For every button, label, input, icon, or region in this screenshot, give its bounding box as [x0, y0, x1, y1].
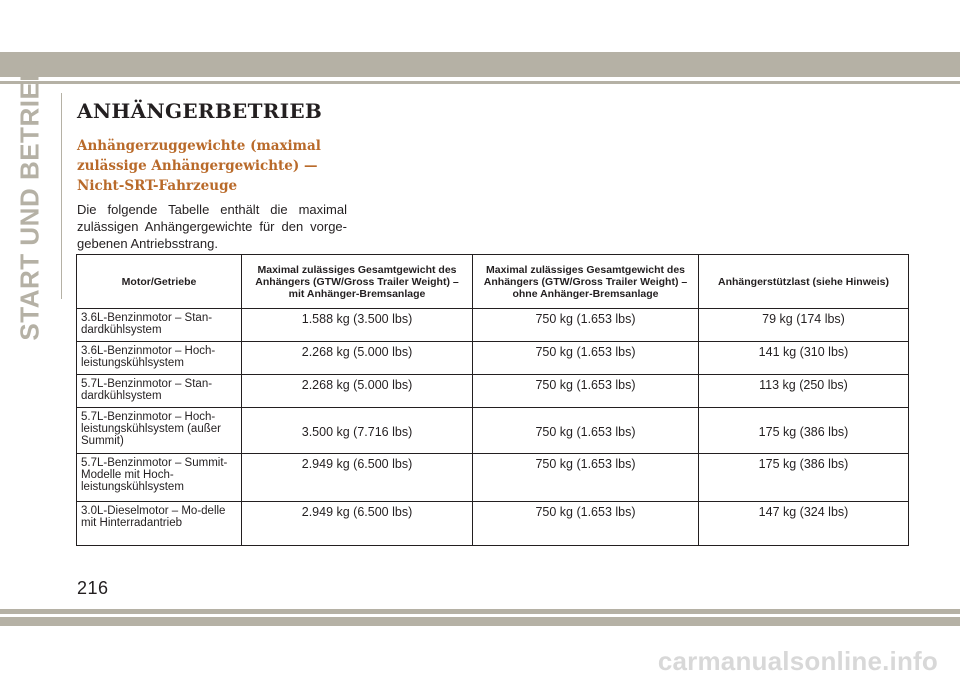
table-header-row — [77, 255, 909, 309]
page-title: ANHÄNGERBETRIEB — [77, 99, 323, 123]
cell-gtw-without-brakes: 750 kg (1.653 lbs) — [473, 408, 699, 454]
header-tongue-weight: Anhängerstützlast (siehe Hinweis) — [699, 255, 909, 309]
side-divider — [61, 93, 62, 299]
intro-paragraph: Die folgende Tabelle enthält die maximal zulässigen Anhängergewichte für den vorge-gebenen Antriebsstrang. — [77, 202, 347, 251]
cell-gtw-without-brakes: 750 kg (1.653 lbs) — [473, 342, 699, 375]
header-gtw-with-brakes: Maximal zulässiges Gesamtgewicht des Anhängers (GTW/Gross Trailer Weight) – mit Anhänger-Bremsanlage — [242, 255, 473, 309]
table-row — [77, 309, 909, 342]
cell-gtw-with-brakes: 2.949 kg (6.500 lbs) — [242, 454, 473, 502]
cell-gtw-with-brakes: 1.588 kg (3.500 lbs) — [242, 309, 473, 342]
table-row — [77, 375, 909, 408]
cell-engine: 3.6L-Benzinmotor – Hoch-leistungskühlsystem — [77, 342, 242, 375]
watermark-text: carmanualsonline.info — [657, 646, 938, 676]
cell-tongue-weight: 175 kg (386 lbs) — [699, 454, 909, 502]
cell-tongue-weight: 79 kg (174 lbs) — [699, 309, 909, 342]
cell-gtw-without-brakes: 750 kg (1.653 lbs) — [473, 309, 699, 342]
cell-engine: 5.7L-Benzinmotor – Stan-dardkühlsystem — [77, 375, 242, 408]
header-engine: Motor/Getriebe — [77, 255, 242, 309]
cell-engine: 3.6L-Benzinmotor – Stan-dardkühlsystem — [77, 309, 242, 342]
cell-engine: 5.7L-Benzinmotor – Hoch-leistungskühlsystem (außer Summit) — [77, 408, 242, 454]
header-rule — [0, 81, 960, 84]
table-row — [77, 454, 909, 502]
header-gtw-without-brakes: Maximal zulässiges Gesamtgewicht des Anhängers (GTW/Gross Trailer Weight) – ohne Anhänger-Bremsanlage — [473, 255, 699, 309]
cell-engine: 3.0L-Dieselmotor – Mo-delle mit Hinterradantrieb — [77, 502, 242, 546]
cell-tongue-weight: 113 kg (250 lbs) — [699, 375, 909, 408]
cell-gtw-with-brakes: 2.268 kg (5.000 lbs) — [242, 375, 473, 408]
section-side-label — [14, 62, 46, 341]
cell-tongue-weight: 147 kg (324 lbs) — [699, 502, 909, 546]
cell-tongue-weight: 141 kg (310 lbs) — [699, 342, 909, 375]
cell-gtw-with-brakes: 3.500 kg (7.716 lbs) — [242, 408, 473, 454]
table-row — [77, 408, 909, 454]
header-band — [0, 52, 960, 77]
footer-band — [0, 617, 960, 626]
table-row — [77, 342, 909, 375]
section-side-label-text: START UND BETRIEB — [14, 62, 45, 341]
cell-gtw-without-brakes: 750 kg (1.653 lbs) — [473, 502, 699, 546]
cell-gtw-with-brakes: 2.268 kg (5.000 lbs) — [242, 342, 473, 375]
cell-gtw-without-brakes: 750 kg (1.653 lbs) — [473, 375, 699, 408]
cell-engine: 5.7L-Benzinmotor – Summit-Modelle mit Hoch-leistungskühlsystem — [77, 454, 242, 502]
cell-tongue-weight: 175 kg (386 lbs) — [699, 408, 909, 454]
table-row — [77, 502, 909, 546]
cell-gtw-with-brakes: 2.949 kg (6.500 lbs) — [242, 502, 473, 546]
section-subtitle: Anhängerzuggewichte (maximal zulässige Anhängergewichte) — Nicht-SRT-Fahrzeuge — [77, 138, 321, 194]
page-number: 216 — [77, 578, 109, 598]
cell-gtw-without-brakes: 750 kg (1.653 lbs) — [473, 454, 699, 502]
footer-rule — [0, 609, 960, 614]
trailer-weight-table — [76, 254, 909, 546]
